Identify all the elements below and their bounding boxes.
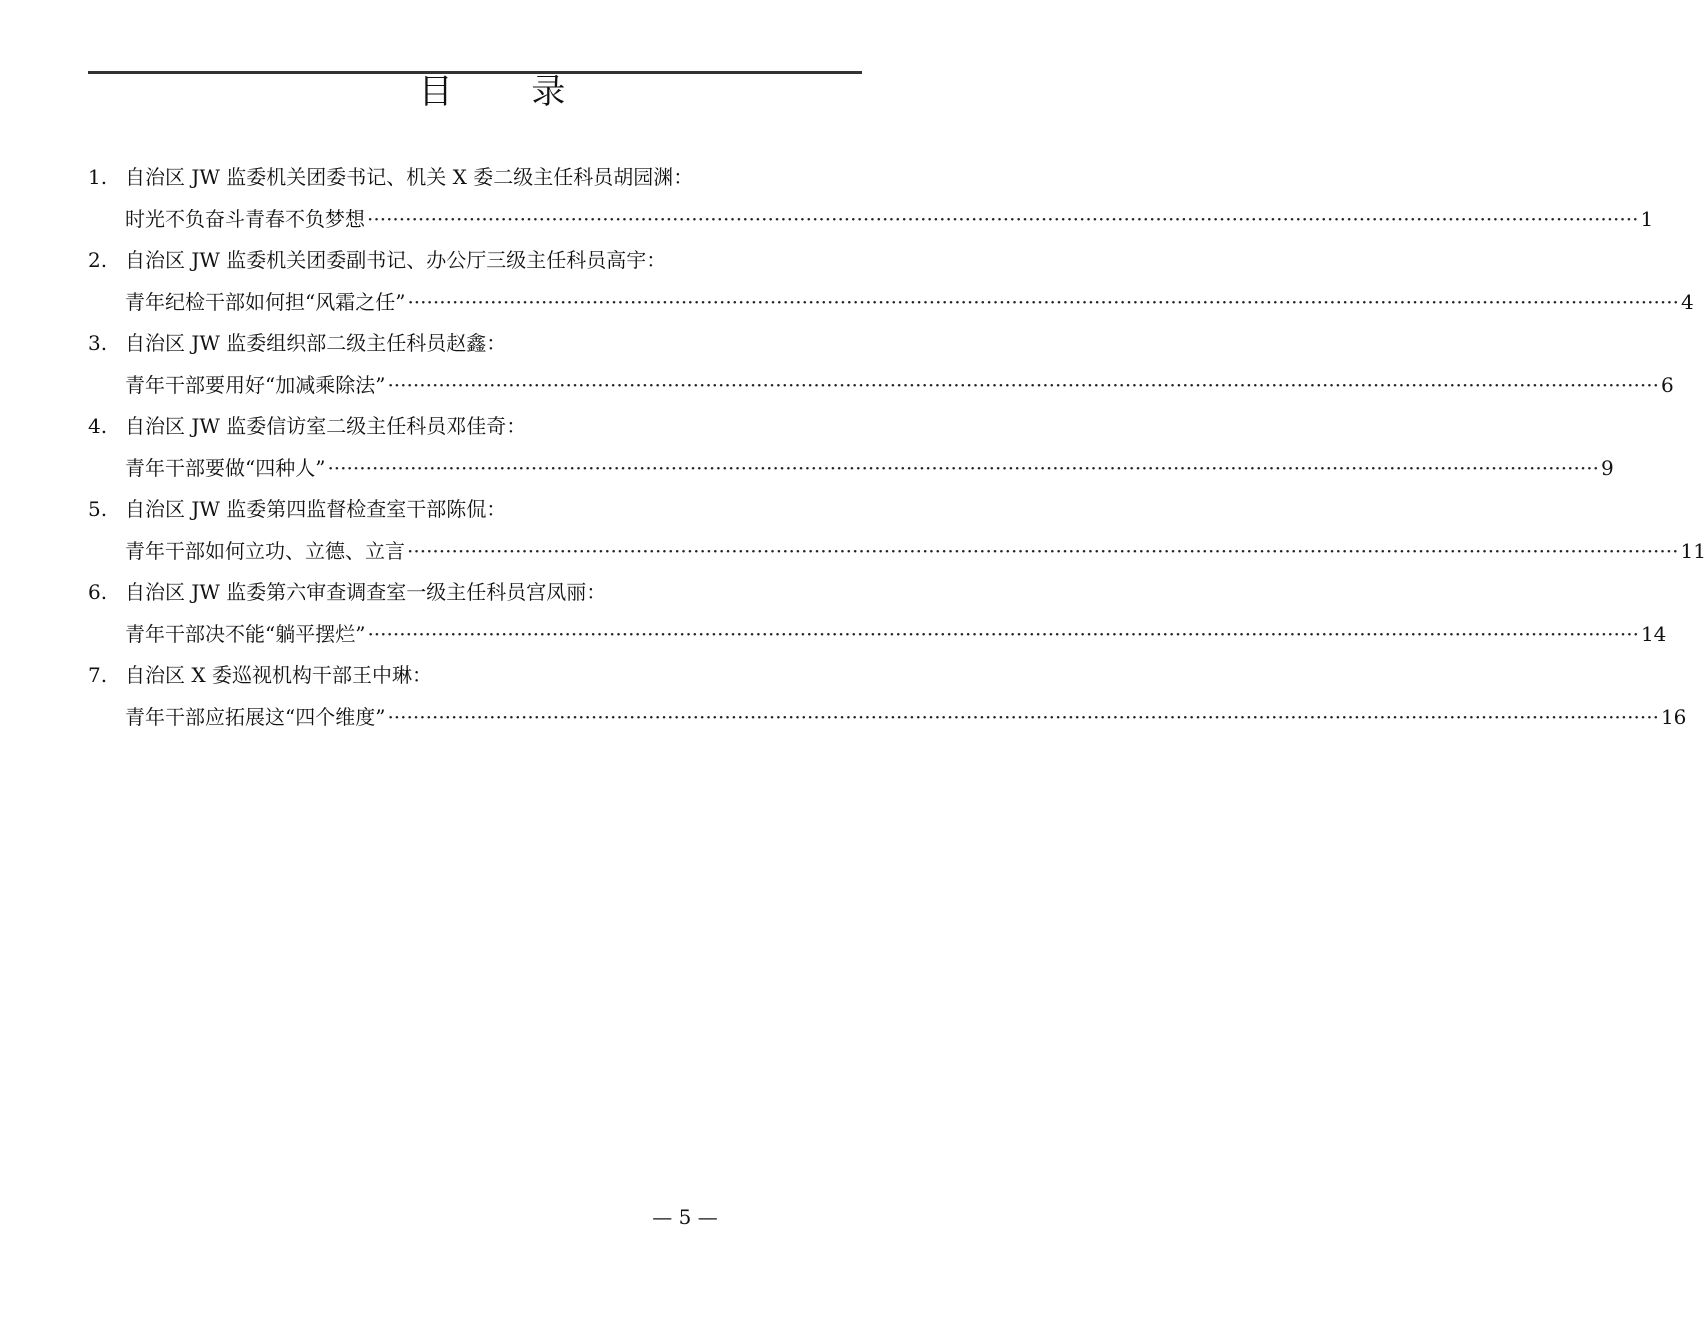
toc-entry-1[interactable] <box>88 160 1654 243</box>
entry-page-number: 6 <box>1660 372 1674 397</box>
entry-heading: 自治区 JW 监委组织部二级主任科员赵鑫： <box>125 331 507 355</box>
entry-subtitle: 青年干部决不能“躺平摆烂” <box>125 621 366 646</box>
entry-heading: 自治区 X 委巡视机构干部王中琳： <box>125 663 432 687</box>
entry-page-number: 14 <box>1640 621 1667 646</box>
entry-subtitle: 青年纪检干部如何担“风霜之任” <box>125 289 406 314</box>
entry-heading: 自治区 JW 监委第六审查调查室一级主任科员宫凤丽： <box>125 580 607 604</box>
entry-number: 1. <box>88 165 108 189</box>
toc-entry-3[interactable] <box>88 326 1674 409</box>
entry-subtitle: 青年干部如何立功、立德、立言 <box>125 538 405 563</box>
toc-entry-6[interactable] <box>88 575 1667 658</box>
entry-subtitle: 青年干部要用好“加减乘除法” <box>125 372 386 397</box>
entry-heading: 自治区 JW 监委机关团委副书记、办公厅三级主任科员高宇： <box>125 248 667 272</box>
dot-leader: ········································································································································································································ <box>407 538 1679 563</box>
toc-entry-5[interactable] <box>88 492 1706 575</box>
toc-entry-7[interactable] <box>88 658 1687 741</box>
entry-page-number: 1 <box>1640 206 1654 231</box>
dot-leader: ········································································································································································································ <box>387 372 1659 397</box>
entry-subtitle: 时光不负奋斗青春不负梦想 <box>125 206 365 231</box>
entry-heading: 自治区 JW 监委第四监督检查室干部陈侃： <box>125 497 507 521</box>
page-number: — 5 — <box>652 1205 718 1229</box>
dot-leader: ········································································································································································································ <box>407 289 1679 314</box>
page-footer <box>0 1205 1370 1229</box>
toc-entry-4[interactable] <box>88 409 1614 492</box>
entry-heading: 自治区 JW 监委机关团委书记、机关 X 委二级主任科员胡园渊： <box>125 165 694 189</box>
table-of-contents <box>88 160 1706 741</box>
entry-subtitle: 青年干部应拓展这“四个维度” <box>125 704 386 729</box>
dot-leader: ········································································································································································································ <box>387 704 1659 729</box>
entry-page-number: 9 <box>1600 455 1614 480</box>
dot-leader: ········································································································································································································ <box>367 621 1639 646</box>
dot-leader: ········································································································································································································ <box>327 455 1599 480</box>
entry-page-number: 4 <box>1680 289 1694 314</box>
entry-number: 6. <box>88 580 108 604</box>
toc-title: 目 录 <box>418 72 600 112</box>
entry-number: 4. <box>88 414 108 438</box>
entry-page-number: 11 <box>1680 538 1706 563</box>
entry-number: 2. <box>88 248 108 272</box>
entry-number: 5. <box>88 497 108 521</box>
entry-number: 3. <box>88 331 108 355</box>
toc-entry-2[interactable] <box>88 243 1694 326</box>
entry-number: 7. <box>88 663 108 687</box>
entry-heading: 自治区 JW 监委信访室二级主任科员邓佳奇： <box>125 414 527 438</box>
entry-page-number: 16 <box>1660 704 1687 729</box>
entry-subtitle: 青年干部要做“四种人” <box>125 455 326 480</box>
dot-leader: ········································································································································································································ <box>367 206 1639 231</box>
